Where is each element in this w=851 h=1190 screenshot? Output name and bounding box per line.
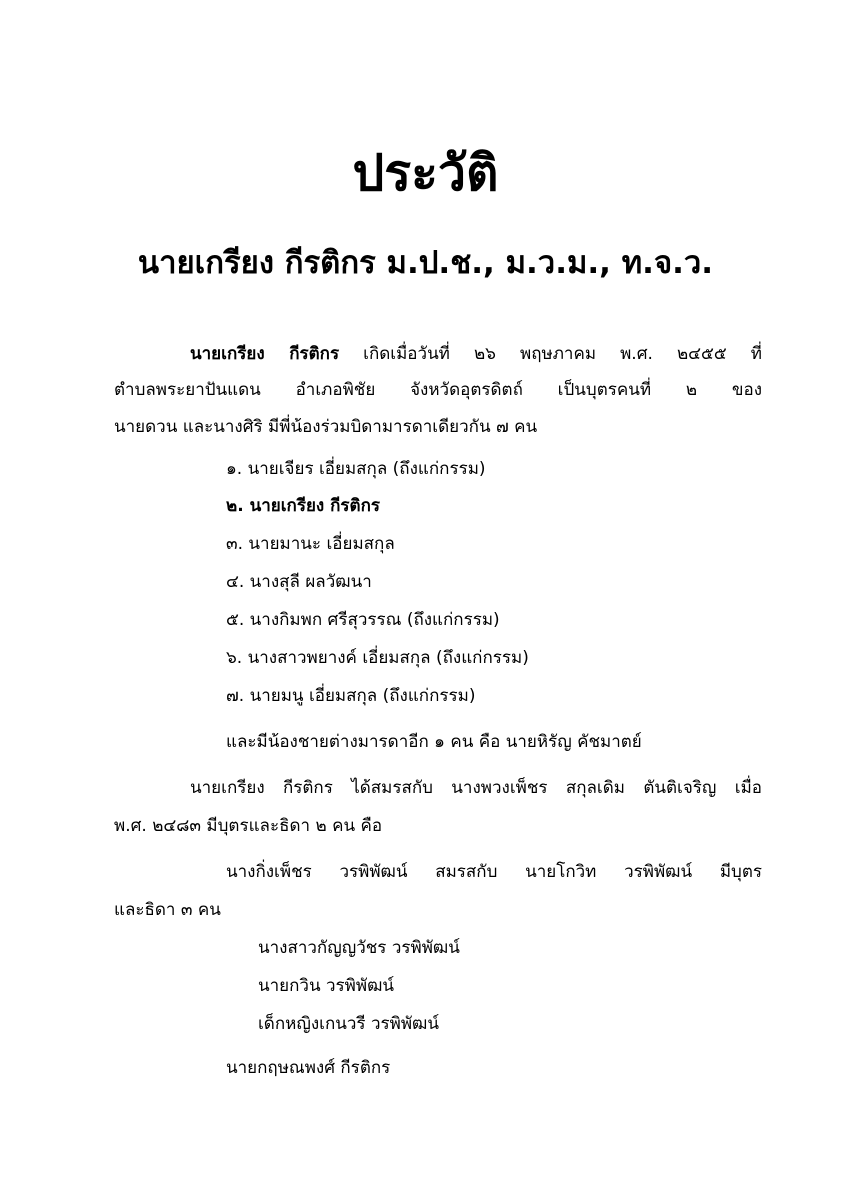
intro-line-1-rest: เกิดเมื่อวันที่ ๒๖ พฤษภาคม พ.ศ. ๒๔๕๕ ที่: [339, 344, 763, 364]
intro-line-2: ตำบลพระยาปันแดน อำเภอพิชัย จังหวัดอุตรดิตถ์ เป็นบุตรคนที่ ๒ ของ: [114, 380, 762, 400]
page-title: ประวัติ: [352, 144, 499, 202]
intro-line-3: นายดวน และนางศิริ มีพี่น้องร่วมบิดามารดาเดียวกัน ๗ คน: [114, 417, 538, 437]
sibling-item-7: ๗. นายมนู เอี่ยมสกุล (ถึงแก่กรรม): [226, 686, 476, 706]
intro-line-1: [190, 340, 762, 368]
grandchild-item-3: เด็กหญิงเกนวรี วรพิพัฒน์: [258, 1014, 440, 1034]
page-subtitle: นายเกรียง กีรติกร ม.ป.ช., ม.ว.ม., ท.จ.ว.: [137, 245, 714, 281]
daughter-line-2: และธิดา ๓ คน: [114, 900, 221, 920]
sibling-item-4: ๔. นางสุลี ผลวัฒนา: [226, 572, 372, 592]
sibling-item-5: ๕. นางกิมพก ศรีสุวรรณ (ถึงแก่กรรม): [226, 610, 500, 630]
son-line: นายกฤษณพงศ์ กีรติกร: [226, 1058, 391, 1078]
intro-name: นายเกรียง กีรติกร: [190, 344, 340, 364]
sibling-item-2: ๒. นายเกรียง กีรติกร: [226, 496, 381, 516]
half-sibling-line: และมีน้องชายต่างมารดาอีก ๑ คน คือ นายหิรัญ คัชมาตย์: [226, 732, 642, 752]
marriage-line-1: นายเกรียง กีรติกร ได้สมรสกับ นางพวงเพ็ชร สกุลเดิม ตันติเจริญ เมื่อ: [190, 778, 762, 798]
grandchild-item-1: นางสาวกัญญวัชร วรพิพัฒน์: [258, 938, 460, 958]
sibling-item-6: ๖. นางสาวพยางค์ เอี่ยมสกุล (ถึงแก่กรรม): [226, 648, 529, 668]
grandchild-item-2: นายกวิน วรพิพัฒน์: [258, 976, 395, 996]
marriage-line-2: พ.ศ. ๒๔๘๓ มีบุตรและธิดา ๒ คน คือ: [114, 816, 383, 836]
sibling-item-1: ๑. นายเจียร เอี่ยมสกุล (ถึงแก่กรรม): [226, 459, 486, 479]
daughter-line-1: นางกิ่งเพ็ชร วรพิพัฒน์ สมรสกับ นายโกวิท วรพิพัฒน์ มีบุตร: [226, 862, 762, 882]
sibling-item-3: ๓. นายมานะ เอี่ยมสกุล: [226, 534, 395, 554]
